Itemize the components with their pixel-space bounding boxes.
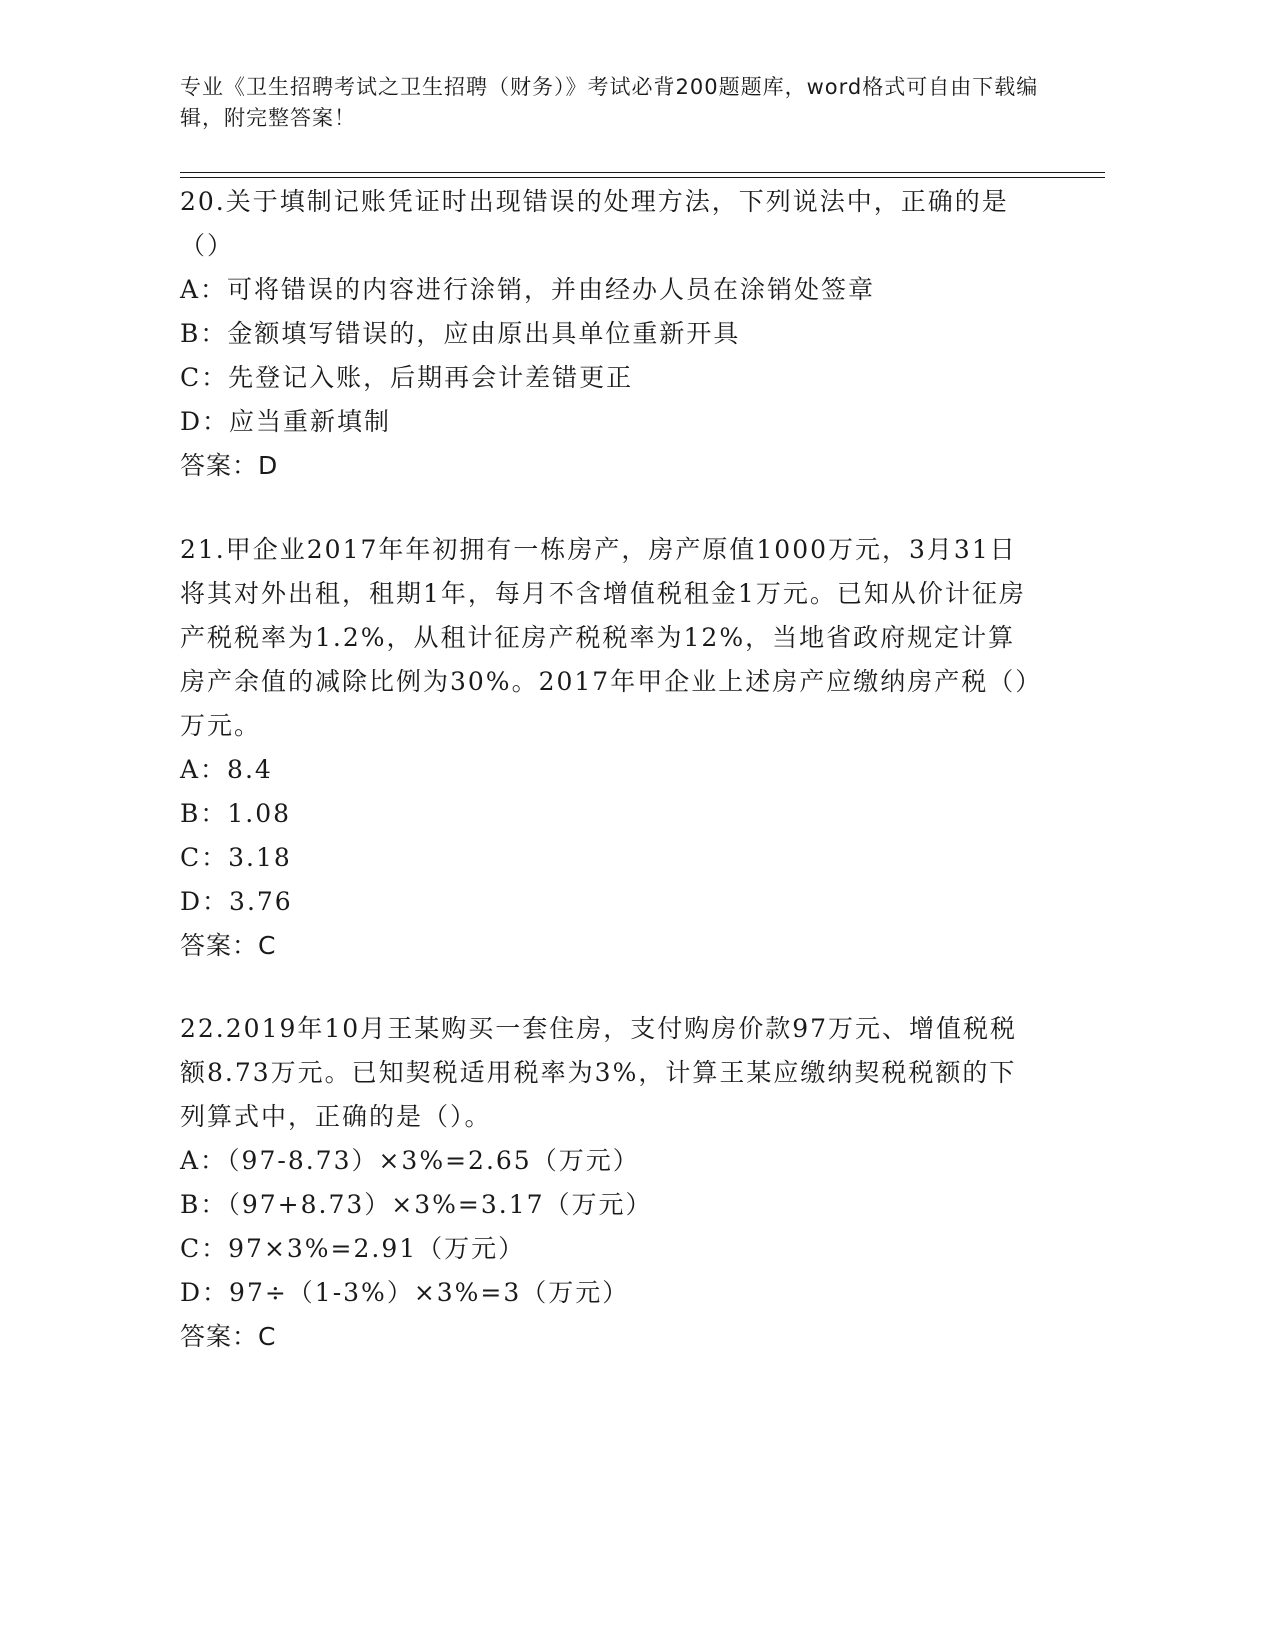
option-b: B：金额填写错误的，应由原出具单位重新开具 xyxy=(180,319,741,348)
option-d: D：应当重新填制 xyxy=(180,407,392,436)
option-a: A：（97-8.73）×3%=2.65（万元） xyxy=(180,1146,640,1175)
option-b: B：（97+8.73）×3%=3.17（万元） xyxy=(180,1190,653,1219)
option-c: C：97×3%=2.91（万元） xyxy=(180,1234,526,1263)
answer: 答案：C xyxy=(180,1322,277,1351)
option-c: C：先登记入账，后期再会计差错更正 xyxy=(180,363,634,392)
question-stem: 20.关于填制记账凭证时出现错误的处理方法，下列说法中，正确的是（） xyxy=(180,187,1009,260)
option-c: C：3.18 xyxy=(180,843,292,872)
option-a: A：8.4 xyxy=(180,755,273,784)
answer: 答案：D xyxy=(180,451,279,480)
header-divider-top xyxy=(180,172,1105,173)
option-b: B：1.08 xyxy=(180,799,292,828)
question-20 xyxy=(180,180,1040,488)
option-d: D：3.76 xyxy=(180,887,293,916)
document-header: 专业《卫生招聘考试之卫生招聘（财务）》考试必背200题题库，word格式可自由下载编辑，附完整答案！ xyxy=(180,75,1039,130)
question-22 xyxy=(180,1007,1040,1359)
header-divider-bottom xyxy=(180,177,1105,178)
option-a: A：可将错误的内容进行涂销，并由经办人员在涂销处签章 xyxy=(180,275,876,304)
question-stem: 22.2019年10月王某购买一套住房，支付购房价款97万元、增值税税额8.73万元。已知契税适用税率为3%，计算王某应缴纳契税税额的下列算式中，正确的是（）。 xyxy=(180,1014,1018,1131)
question-21 xyxy=(180,528,1040,968)
option-d: D：97÷（1-3%）×3%=3（万元） xyxy=(180,1278,630,1307)
question-stem: 21.甲企业2017年年初拥有一栋房产，房产原值1000万元，3月31日将其对外出租，租期1年，每月不含增值税租金1万元。已知从价计征房产税税率为1.2%，从租计征房产税税率为12%，当地省政府规定计算房产余值的减除比例为30%。2017年甲企业上述房产应缴纳房产税（）万元。 xyxy=(180,535,1030,740)
answer: 答案：C xyxy=(180,931,277,960)
